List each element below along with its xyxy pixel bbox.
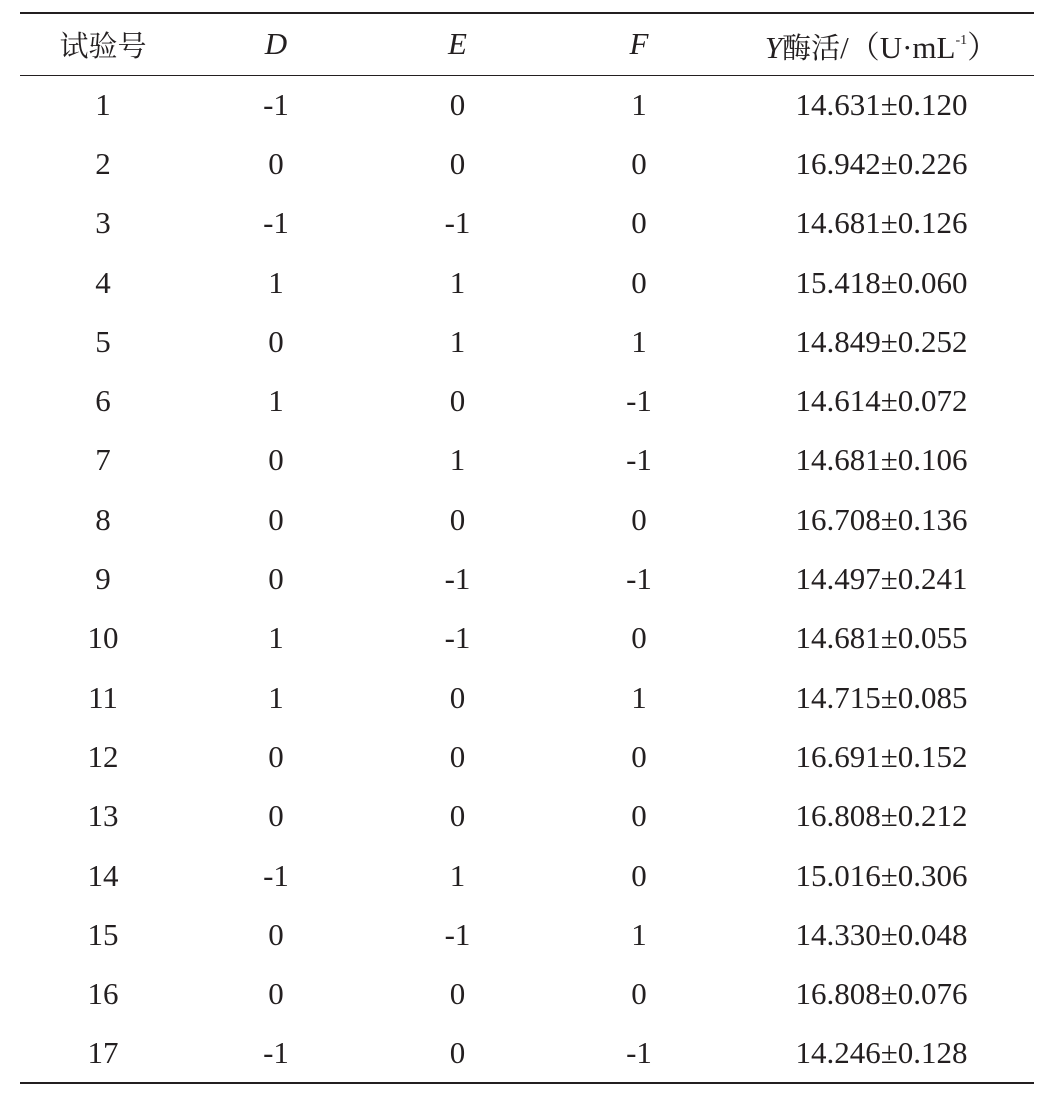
enzyme-activity-cell: 15.418±0.060 bbox=[795, 264, 968, 300]
header-y-label: 酶活 bbox=[782, 30, 841, 65]
factor-d-cell: 1 bbox=[268, 383, 284, 419]
trial-number-cell: 6 bbox=[95, 383, 111, 419]
factor-f-cell: 0 bbox=[631, 205, 647, 241]
enzyme-activity-cell: 14.330±0.048 bbox=[795, 916, 968, 952]
table-row bbox=[20, 609, 1034, 668]
factor-e-cell: 1 bbox=[449, 442, 466, 478]
factor-e-cell: -1 bbox=[444, 561, 471, 597]
enzyme-activity-cell: 16.691±0.152 bbox=[795, 738, 968, 774]
header-y-variable: Y bbox=[764, 29, 783, 65]
enzyme-activity-cell: 14.497±0.241 bbox=[795, 561, 968, 597]
factor-e-cell: 0 bbox=[449, 738, 466, 774]
factor-e-cell: 0 bbox=[366, 1024, 549, 1083]
enzyme-activity-cell: 16.808±0.076 bbox=[795, 976, 968, 1012]
factor-e-cell: 0 bbox=[449, 383, 466, 419]
table-row bbox=[20, 846, 1034, 905]
enzyme-activity-cell: 14.246±0.128 bbox=[729, 1024, 1034, 1083]
factor-d-cell: -1 bbox=[263, 205, 289, 241]
trial-number-cell: 14 bbox=[87, 857, 119, 893]
factor-f-cell: 0 bbox=[631, 857, 647, 893]
table-row bbox=[20, 787, 1034, 846]
table-row bbox=[20, 371, 1034, 430]
factor-e-cell: 1 bbox=[449, 323, 466, 359]
trial-number-cell: 16 bbox=[87, 976, 119, 1012]
header-factor-e: E bbox=[366, 13, 549, 75]
header-y-unit-open: /（U·mL bbox=[840, 29, 956, 65]
factor-e-cell: 0 bbox=[449, 679, 466, 715]
enzyme-activity-cell: 14.715±0.085 bbox=[795, 679, 968, 715]
factor-d-cell: 0 bbox=[268, 323, 284, 359]
factor-f-cell: 0 bbox=[631, 145, 647, 181]
header-y-unit-close: ） bbox=[967, 29, 999, 65]
enzyme-activity-cell: 16.808±0.212 bbox=[795, 798, 968, 834]
table-row bbox=[20, 549, 1034, 608]
factor-d-cell: 0 bbox=[268, 442, 284, 478]
factor-d-cell: 0 bbox=[268, 738, 284, 774]
factor-d-cell: 1 bbox=[268, 620, 284, 656]
header-factor-d: D bbox=[186, 13, 366, 75]
factor-d-cell: -1 bbox=[263, 857, 289, 893]
factor-e-cell: 0 bbox=[449, 501, 466, 537]
trial-number-cell: 4 bbox=[95, 264, 111, 300]
trial-number-cell: 11 bbox=[88, 679, 118, 715]
header-trial-number: 试验号 bbox=[20, 13, 186, 75]
response-surface-design-table bbox=[20, 12, 1034, 1084]
table-row bbox=[20, 905, 1034, 964]
enzyme-activity-cell: 14.681±0.055 bbox=[795, 620, 968, 656]
enzyme-activity-cell: 16.708±0.136 bbox=[795, 501, 968, 537]
enzyme-activity-cell: 14.849±0.252 bbox=[795, 323, 968, 359]
factor-e-cell: -1 bbox=[444, 916, 471, 952]
table-row bbox=[20, 194, 1034, 253]
table-body bbox=[20, 75, 1034, 1083]
enzyme-activity-cell: 14.681±0.106 bbox=[795, 442, 968, 478]
table-row bbox=[20, 1024, 1034, 1083]
header-factor-f: F bbox=[549, 13, 729, 75]
trial-number-cell: 8 bbox=[95, 501, 111, 537]
trial-number-cell: 5 bbox=[95, 323, 111, 359]
table-header-row bbox=[20, 13, 1034, 75]
factor-e-cell: 0 bbox=[449, 798, 466, 834]
factor-d-cell: 1 bbox=[268, 264, 284, 300]
table-row bbox=[20, 312, 1034, 371]
trial-number-cell: 10 bbox=[87, 620, 119, 656]
table-row bbox=[20, 490, 1034, 549]
factor-e-cell: -1 bbox=[444, 620, 471, 656]
factor-e-cell: -1 bbox=[444, 205, 471, 241]
trial-number-cell: 2 bbox=[95, 145, 111, 181]
factor-f-cell: -1 bbox=[626, 442, 652, 478]
factor-f-cell: 1 bbox=[631, 86, 647, 122]
trial-number-cell: 1 bbox=[95, 86, 111, 122]
factor-f-cell: 1 bbox=[631, 679, 647, 715]
table-row bbox=[20, 431, 1034, 490]
trial-number-cell: 13 bbox=[87, 798, 119, 834]
factor-d-cell: 0 bbox=[268, 561, 284, 597]
table-row bbox=[20, 727, 1034, 786]
factor-d-cell: -1 bbox=[186, 1024, 366, 1083]
trial-number-cell: 3 bbox=[95, 205, 111, 241]
factor-e-cell: 1 bbox=[449, 857, 466, 893]
enzyme-activity-cell: 14.614±0.072 bbox=[795, 383, 968, 419]
factor-d-cell: 0 bbox=[268, 145, 284, 181]
enzyme-activity-cell: 15.016±0.306 bbox=[795, 857, 968, 893]
table-row bbox=[20, 134, 1034, 193]
enzyme-activity-cell: 14.681±0.126 bbox=[795, 205, 968, 241]
table-row bbox=[20, 668, 1034, 727]
factor-d-cell: 1 bbox=[268, 679, 284, 715]
enzyme-activity-cell: 16.942±0.226 bbox=[795, 145, 968, 181]
table-row bbox=[20, 75, 1034, 134]
factor-d-cell: 0 bbox=[268, 916, 284, 952]
trial-number-cell: 7 bbox=[95, 442, 111, 478]
design-table-container bbox=[20, 12, 1034, 1084]
factor-d-cell: 0 bbox=[268, 976, 284, 1012]
trial-number-cell: 12 bbox=[87, 738, 119, 774]
trial-number-cell: 9 bbox=[95, 561, 111, 597]
factor-f-cell: -1 bbox=[549, 1024, 729, 1083]
factor-f-cell: 1 bbox=[631, 323, 647, 359]
trial-number-cell: 17 bbox=[20, 1024, 186, 1083]
table-row bbox=[20, 964, 1034, 1023]
factor-e-cell: 0 bbox=[449, 86, 466, 122]
factor-f-cell: 1 bbox=[631, 916, 647, 952]
factor-f-cell: 0 bbox=[631, 798, 647, 834]
factor-d-cell: 0 bbox=[268, 501, 284, 537]
factor-d-cell: -1 bbox=[263, 86, 289, 122]
factor-f-cell: 0 bbox=[631, 264, 647, 300]
factor-e-cell: 0 bbox=[449, 145, 466, 181]
trial-number-cell: 15 bbox=[87, 916, 119, 952]
factor-f-cell: 0 bbox=[631, 976, 647, 1012]
factor-f-cell: 0 bbox=[631, 738, 647, 774]
enzyme-activity-cell: 14.631±0.120 bbox=[795, 86, 968, 122]
factor-f-cell: 0 bbox=[631, 620, 647, 656]
factor-d-cell: 0 bbox=[268, 798, 284, 834]
header-y-unit-exponent: -1 bbox=[955, 32, 968, 48]
factor-e-cell: 0 bbox=[449, 976, 466, 1012]
factor-f-cell: -1 bbox=[626, 561, 652, 597]
table-row bbox=[20, 253, 1034, 312]
factor-f-cell: 0 bbox=[631, 501, 647, 537]
header-enzyme-activity bbox=[729, 13, 1034, 75]
factor-e-cell: 1 bbox=[449, 264, 466, 300]
factor-f-cell: -1 bbox=[626, 383, 652, 419]
